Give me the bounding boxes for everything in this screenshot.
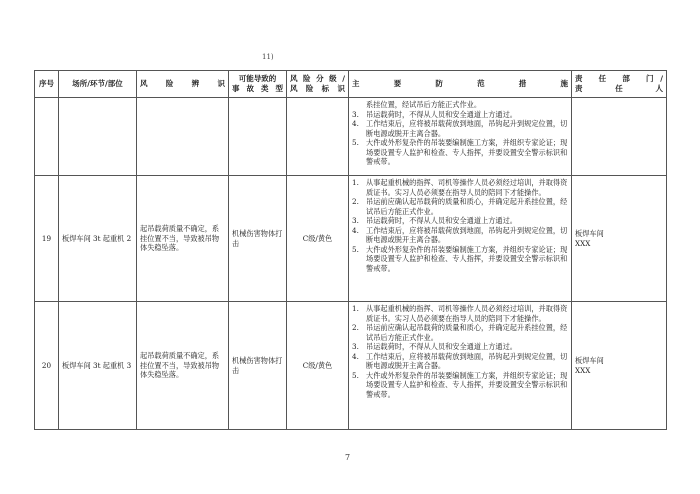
top-note: 11) — [262, 53, 274, 61]
measure-number: 3. — [352, 342, 359, 351]
measure-item — [352, 352, 568, 371]
cell-grade: C级/黄色 — [287, 176, 349, 302]
measures-list — [352, 178, 568, 273]
measure-number: 5. — [352, 244, 359, 254]
measure-item — [352, 342, 568, 352]
measure-number: 1. — [352, 304, 359, 313]
cell-measures — [349, 98, 572, 176]
measure-item — [352, 178, 568, 197]
measure-number — [352, 100, 366, 110]
measure-item — [352, 245, 568, 274]
cell-seq: 19 — [35, 176, 59, 302]
cell-risk: 起吊载荷质量不确定，系挂位置不当，导致被吊物体失稳坠落。 — [137, 176, 229, 302]
measure-text: 系挂位置，经试吊后方能正式作业。 — [366, 100, 482, 109]
page-number: 7 — [345, 453, 351, 462]
measure-number: 5. — [352, 138, 359, 147]
cell-responsible — [572, 176, 667, 302]
cell-place — [59, 98, 137, 176]
measure-number: 2. — [352, 323, 359, 332]
cell-responsible — [572, 98, 667, 176]
table-row — [35, 302, 667, 430]
header-grade: 风险分级/ 风险标识 — [287, 71, 349, 98]
measure-item — [352, 100, 568, 110]
measure-text: 吊运载荷时，不得从人员和安全通道上方通过。 — [366, 342, 517, 351]
cell-accident: 机械伤害物体打击 — [229, 176, 287, 302]
header-measures: 主 要 防 范 措 施 — [349, 71, 572, 98]
responsible-person: XXX — [575, 365, 591, 375]
measure-text: 吊运载荷时，不得从人员和安全通道上方通过。 — [366, 109, 517, 119]
table-row-continuation — [35, 98, 667, 176]
measure-text: 大件或外形复杂件的吊装要编制施工方案，并组织专家论证；现场要设置专人监护和检查、专人指挥，并要设置安全警示标识和警戒带。 — [366, 244, 568, 273]
measure-item — [352, 216, 568, 226]
measure-number: 4. — [352, 225, 359, 235]
cell-responsible — [572, 302, 667, 430]
measure-text: 工作结束后，应将被吊载荷放到地面，吊钩起升到规定位置，切断电源或脱开主离合器。 — [366, 119, 568, 138]
cell-risk — [137, 98, 229, 176]
cell-place: 板焊车间 3t 起重机 3 — [59, 302, 137, 430]
measure-text: 从事起重机械的指挥、司机等操作人员必须经过培训，并取得资质证书。实习人员必须要在指导人员的陪同下才能操作。 — [366, 304, 568, 323]
cell-accident — [229, 98, 287, 176]
measure-text: 从事起重机械的指挥、司机等操作人员必须经过培训，并取得资质证书。实习人员必须要在指导人员的陪同下才能操作。 — [366, 178, 568, 197]
responsible-dept: 板焊车间 — [575, 229, 604, 238]
measure-item — [352, 197, 568, 216]
header-risk: 风 险 辨 识 — [137, 71, 229, 98]
cell-grade — [287, 98, 349, 176]
measure-item — [352, 110, 568, 120]
measure-text: 工作结束后，应将被吊载荷放到地面，吊钩起升到规定位置，切断电源或脱开主离合器。 — [366, 351, 568, 370]
header-responsible: 责 任 部 门/ 责 任 人 — [572, 71, 667, 98]
measure-text: 吊运载荷时，不得从人员和安全通道上方通过。 — [366, 216, 517, 225]
measure-number: 1. — [352, 178, 359, 187]
cell-seq: 20 — [35, 302, 59, 430]
responsible-person: XXX — [575, 238, 591, 248]
measure-item — [352, 323, 568, 342]
measure-text: 工作结束后，应将被吊载荷放到地面，吊钩起升到规定位置，切断电源或脱开主离合器。 — [366, 225, 568, 244]
header-row — [35, 71, 667, 98]
measure-number: 3. — [352, 109, 359, 119]
measure-text: 大件或外形复杂件的吊装要编制施工方案，并组织专家论证；现场要设置专人监护和检查、专人指挥，并要设置安全警示标识和警戒带。 — [366, 138, 568, 166]
cell-grade: C级/黄色 — [287, 302, 349, 430]
cell-measures — [349, 302, 572, 430]
measure-number: 3. — [352, 216, 359, 225]
measure-number: 4. — [352, 119, 359, 128]
cell-place: 板焊车间 3t 起重机 2 — [59, 176, 137, 302]
measure-item — [352, 138, 568, 167]
measures-list — [352, 304, 568, 399]
measure-text: 吊运前应确认起吊载荷的质量和质心，并确定起升系挂位置，经试吊后方能正式作业。 — [366, 323, 568, 342]
measure-item — [352, 226, 568, 245]
responsible-dept: 板焊车间 — [575, 356, 604, 365]
cell-accident: 机械伤害物体打击 — [229, 302, 287, 430]
measure-number: 4. — [352, 351, 359, 361]
cell-risk: 起吊载荷质量不确定，系挂位置不当，导致被吊物体失稳坠落。 — [137, 302, 229, 430]
table-row — [35, 176, 667, 302]
measure-item — [352, 304, 568, 323]
measure-number: 5. — [352, 370, 359, 380]
header-accident: 可能导致的 事故类型 — [229, 71, 287, 98]
header-place: 场所/环节/部位 — [59, 71, 137, 98]
cell-seq — [35, 98, 59, 176]
risk-table — [34, 70, 667, 430]
cell-measures — [349, 176, 572, 302]
measure-item — [352, 371, 568, 400]
measures-list — [352, 100, 568, 167]
measure-text: 吊运前应确认起吊载荷的质量和质心，并确定起升系挂位置，经试吊后方能正式作业。 — [366, 197, 568, 216]
measure-text: 大件或外形复杂件的吊装要编制施工方案，并组织专家论证；现场要设置专人监护和检查、专人指挥，并要设置安全警示标识和警戒带。 — [366, 370, 568, 399]
measure-item — [352, 119, 568, 138]
header-seq: 序号 — [35, 71, 59, 98]
measure-number: 2. — [352, 197, 359, 206]
